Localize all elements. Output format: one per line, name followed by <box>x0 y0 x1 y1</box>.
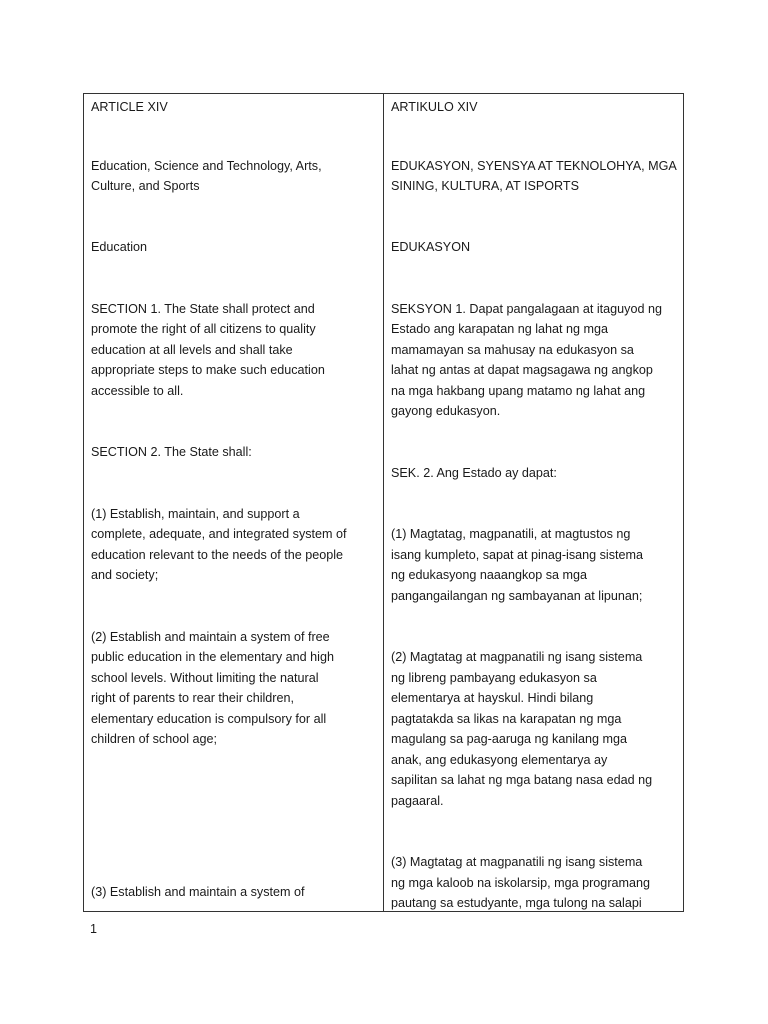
item1-en-line-3: education relevant to the needs of the people <box>91 548 344 562</box>
section1-en-line-1: SECTION 1. The State shall protect and <box>91 302 315 316</box>
item1-fil-line-2: isang kumpleto, sapat at pinag-isang sistema <box>391 548 644 562</box>
title-line-fil-1: EDUKASYON, SYENSYA AT TEKNOLOHYA, MGA <box>391 159 677 173</box>
section2-en: SECTION 2. The State shall: <box>91 445 252 459</box>
item2-fil-line-2: ng libreng pambayang edukasyon sa <box>391 671 597 685</box>
section1-fil-line-4: lahat ng antas at dapat magsagawa ng angkop <box>391 363 653 377</box>
item2-en-line-6: children of school age; <box>91 732 218 746</box>
section1-en-line-3: education at all levels and shall take <box>91 343 293 357</box>
subheading-fil: EDUKASYON <box>391 240 471 254</box>
item2-en-line-3: school levels. Without limiting the natural <box>91 671 319 685</box>
page-number: 1 <box>90 922 98 936</box>
section1-fil-line-6: gayong edukasyon. <box>391 404 501 418</box>
subheading-en: Education <box>91 240 148 254</box>
item2-fil-line-8: pagaaral. <box>391 794 444 808</box>
item1-en-line-4: and society; <box>91 568 159 582</box>
item1-fil-line-3: ng edukasyong naaangkop sa mga <box>391 568 588 582</box>
item1-en-line-2: complete, adequate, and integrated system of <box>91 527 347 541</box>
item2-en-line-5: elementary education is compulsory for all <box>91 712 327 726</box>
item2-fil-line-6: anak, ang edukasyong elementarya ay <box>391 753 608 767</box>
section1-fil-line-3: mamamayan sa mahusay na edukasyon sa <box>391 343 634 357</box>
item2-en-line-1: (2) Establish and maintain a system of free <box>91 630 330 644</box>
item2-fil-line-3: elementarya at hayskul. Hindi bilang <box>391 691 594 705</box>
title-line-fil-2: SINING, KULTURA, AT ISPORTS <box>391 179 580 193</box>
section1-fil-line-2: Estado ang karapatan ng lahat ng mga <box>391 322 609 336</box>
section1-fil-line-5: na mga hakbang upang matamo ng lahat ang <box>391 384 646 398</box>
item2-fil-line-1: (2) Magtatag at magpanatili ng isang sistema <box>391 650 643 664</box>
item1-en-line-1: (1) Establish, maintain, and support a <box>91 507 300 521</box>
section1-fil-line-1: SEKSYON 1. Dapat pangalagaan at itaguyod ng <box>391 302 662 316</box>
item2-fil-line-5: magulang sa pag-aaruga ng kanilang mga <box>391 732 627 746</box>
item2-fil-line-4: pagtatakda sa likas na karapatan ng mga <box>391 712 622 726</box>
section1-en-line-5: accessible to all. <box>91 384 184 398</box>
item3-fil-line-1: (3) Magtatag at magpanatili ng isang sistema <box>391 855 643 869</box>
item3-en-line-1: (3) Establish and maintain a system of <box>91 885 305 899</box>
item2-fil-line-7: sapilitan sa lahat ng mga batang nasa edad ng <box>391 773 653 787</box>
section1-en-line-2: promote the right of all citizens to quality <box>91 322 316 336</box>
item2-en-line-4: right of parents to rear their children, <box>91 691 295 705</box>
section1-en-line-4: appropriate steps to make such education <box>91 363 325 377</box>
item1-fil-line-4: pangangailangan ng sambayanan at lipunan; <box>391 589 643 603</box>
article-heading-en: ARTICLE XIV <box>91 100 168 114</box>
title-line-en-1: Education, Science and Technology, Arts, <box>91 159 322 173</box>
item1-fil-line-1: (1) Magtatag, magpanatili, at magtustos ng <box>391 527 631 541</box>
bilingual-article-table <box>83 93 684 912</box>
item3-fil-line-3: pautang sa estudyante, mga tulong na salapi <box>391 896 642 910</box>
section2-fil: SEK. 2. Ang Estado ay dapat: <box>391 466 557 480</box>
column-divider <box>383 94 384 911</box>
item3-fil-line-2: ng mga kaloob na iskolarsip, mga programang <box>391 876 651 890</box>
title-line-en-2: Culture, and Sports <box>91 179 200 193</box>
item2-en-line-2: public education in the elementary and high <box>91 650 334 664</box>
article-heading-fil: ARTIKULO XIV <box>391 100 478 114</box>
